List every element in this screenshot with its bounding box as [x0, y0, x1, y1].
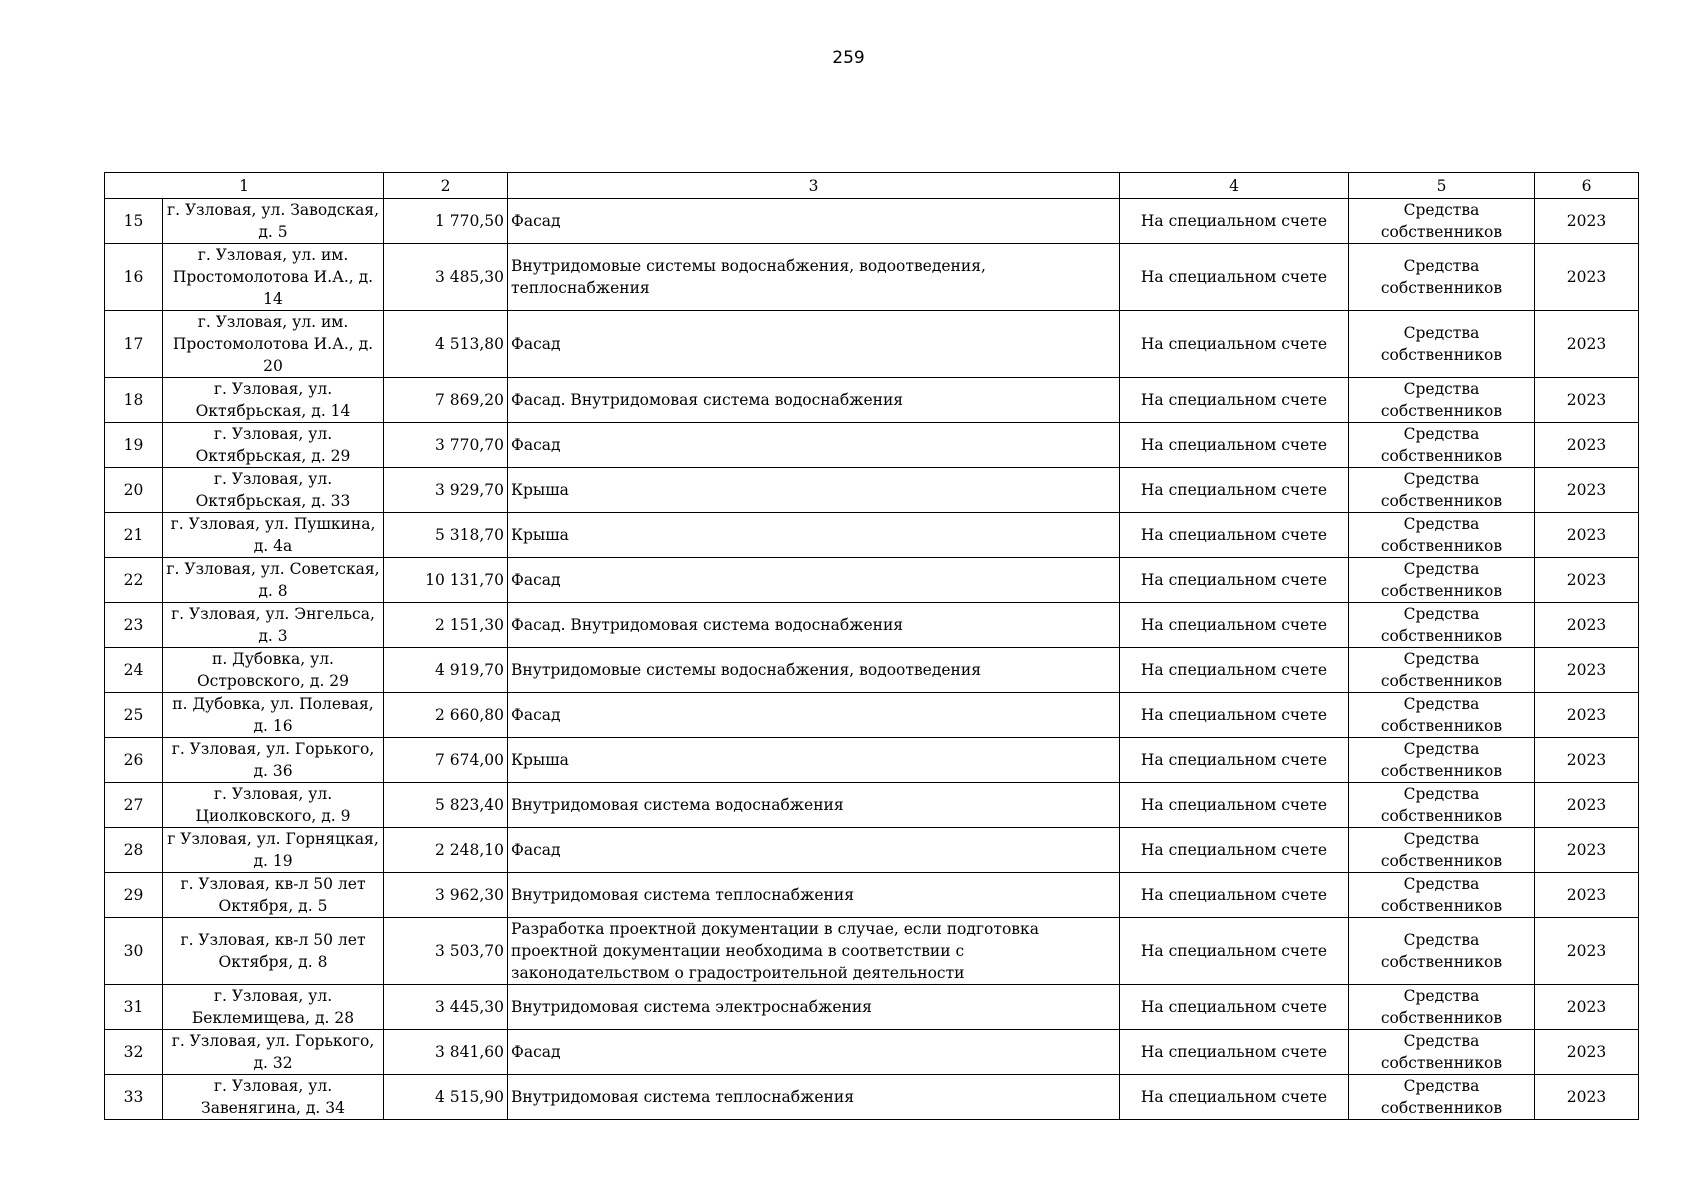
funding-source-cell: Средства собственников: [1349, 873, 1535, 918]
header-col-2: 2: [384, 173, 508, 199]
work-type-cell: Внутридомовые системы водоснабжения, водоотведения, теплоснабжения: [508, 244, 1120, 311]
area-cell: 1 770,50: [384, 199, 508, 244]
account-cell: На специальном счете: [1120, 423, 1349, 468]
address-cell: г. Узловая, ул. Горького, д. 32: [163, 1030, 384, 1075]
area-cell: 3 962,30: [384, 873, 508, 918]
address-cell: г. Узловая, кв-л 50 лет Октября, д. 8: [163, 918, 384, 985]
header-row: [105, 173, 1639, 199]
funding-source-cell: Средства собственников: [1349, 918, 1535, 985]
row-number: 30: [105, 918, 163, 985]
row-number: 25: [105, 693, 163, 738]
row-number: 15: [105, 199, 163, 244]
work-type-cell: Внутридомовая система теплоснабжения: [508, 873, 1120, 918]
area-cell: 4 513,80: [384, 311, 508, 378]
work-type-cell: Фасад: [508, 199, 1120, 244]
row-number: 24: [105, 648, 163, 693]
row-number: 26: [105, 738, 163, 783]
account-cell: На специальном счете: [1120, 513, 1349, 558]
area-cell: 3 929,70: [384, 468, 508, 513]
table-row: [105, 828, 1639, 873]
row-number: 33: [105, 1075, 163, 1120]
row-number: 28: [105, 828, 163, 873]
row-number: 20: [105, 468, 163, 513]
table-row: [105, 783, 1639, 828]
table-row: [105, 199, 1639, 244]
area-cell: 3 503,70: [384, 918, 508, 985]
funding-source-cell: Средства собственников: [1349, 985, 1535, 1030]
table-row: [105, 423, 1639, 468]
table-header: [105, 173, 1639, 199]
year-cell: 2023: [1535, 603, 1639, 648]
work-type-cell: Фасад. Внутридомовая система водоснабжения: [508, 603, 1120, 648]
funding-source-cell: Средства собственников: [1349, 648, 1535, 693]
account-cell: На специальном счете: [1120, 828, 1349, 873]
funding-source-cell: Средства собственников: [1349, 738, 1535, 783]
funding-source-cell: Средства собственников: [1349, 244, 1535, 311]
area-cell: 7 674,00: [384, 738, 508, 783]
year-cell: 2023: [1535, 918, 1639, 985]
funding-source-cell: Средства собственников: [1349, 513, 1535, 558]
address-cell: г. Узловая, ул. Энгельса, д. 3: [163, 603, 384, 648]
table-row: [105, 873, 1639, 918]
account-cell: На специальном счете: [1120, 244, 1349, 311]
row-number: 16: [105, 244, 163, 311]
year-cell: 2023: [1535, 513, 1639, 558]
row-number: 22: [105, 558, 163, 603]
year-cell: 2023: [1535, 783, 1639, 828]
address-cell: п. Дубовка, ул. Полевая, д. 16: [163, 693, 384, 738]
table-row: [105, 648, 1639, 693]
account-cell: На специальном счете: [1120, 468, 1349, 513]
page-number: 259: [832, 48, 865, 68]
table-row: [105, 558, 1639, 603]
funding-source-cell: Средства собственников: [1349, 423, 1535, 468]
account-cell: На специальном счете: [1120, 311, 1349, 378]
funding-source-cell: Средства собственников: [1349, 828, 1535, 873]
table-row: [105, 1075, 1639, 1120]
account-cell: На специальном счете: [1120, 783, 1349, 828]
funding-source-cell: Средства собственников: [1349, 1030, 1535, 1075]
funding-source-cell: Средства собственников: [1349, 558, 1535, 603]
year-cell: 2023: [1535, 199, 1639, 244]
account-cell: На специальном счете: [1120, 918, 1349, 985]
table-row: [105, 468, 1639, 513]
address-cell: г. Узловая, ул. Советская, д. 8: [163, 558, 384, 603]
work-type-cell: Внутридомовые системы водоснабжения, водоотведения: [508, 648, 1120, 693]
address-cell: г. Узловая, ул. Заводская, д. 5: [163, 199, 384, 244]
year-cell: 2023: [1535, 873, 1639, 918]
year-cell: 2023: [1535, 244, 1639, 311]
funding-source-cell: Средства собственников: [1349, 603, 1535, 648]
table-row: [105, 378, 1639, 423]
work-type-cell: Фасад: [508, 311, 1120, 378]
year-cell: 2023: [1535, 648, 1639, 693]
account-cell: На специальном счете: [1120, 738, 1349, 783]
table-row: [105, 603, 1639, 648]
work-type-cell: Внутридомовая система теплоснабжения: [508, 1075, 1120, 1120]
row-number: 32: [105, 1030, 163, 1075]
funding-source-cell: Средства собственников: [1349, 199, 1535, 244]
work-type-cell: Крыша: [508, 738, 1120, 783]
row-number: 31: [105, 985, 163, 1030]
header-col-1: 1: [105, 173, 384, 199]
year-cell: 2023: [1535, 828, 1639, 873]
header-col-3: 3: [508, 173, 1120, 199]
account-cell: На специальном счете: [1120, 873, 1349, 918]
work-type-cell: Фасад: [508, 693, 1120, 738]
year-cell: 2023: [1535, 558, 1639, 603]
year-cell: 2023: [1535, 468, 1639, 513]
row-number: 18: [105, 378, 163, 423]
address-cell: г. Узловая, ул. Пушкина, д. 4а: [163, 513, 384, 558]
account-cell: На специальном счете: [1120, 1030, 1349, 1075]
header-col-4: 4: [1120, 173, 1349, 199]
address-cell: г. Узловая, кв-л 50 лет Октября, д. 5: [163, 873, 384, 918]
table-row: [105, 1030, 1639, 1075]
year-cell: 2023: [1535, 378, 1639, 423]
account-cell: На специальном счете: [1120, 648, 1349, 693]
table-row: [105, 918, 1639, 985]
account-cell: На специальном счете: [1120, 603, 1349, 648]
funding-source-cell: Средства собственников: [1349, 1075, 1535, 1120]
account-cell: На специальном счете: [1120, 985, 1349, 1030]
funding-source-cell: Средства собственников: [1349, 468, 1535, 513]
header-col-6: 6: [1535, 173, 1639, 199]
area-cell: 4 515,90: [384, 1075, 508, 1120]
work-type-cell: Фасад. Внутридомовая система водоснабжения: [508, 378, 1120, 423]
account-cell: На специальном счете: [1120, 693, 1349, 738]
area-cell: 3 770,70: [384, 423, 508, 468]
account-cell: На специальном счете: [1120, 378, 1349, 423]
area-cell: 3 445,30: [384, 985, 508, 1030]
address-cell: п. Дубовка, ул. Островского, д. 29: [163, 648, 384, 693]
table-body: [105, 199, 1639, 1120]
table-row: [105, 693, 1639, 738]
repair-program-table: [104, 172, 1639, 1120]
year-cell: 2023: [1535, 985, 1639, 1030]
table-row: [105, 311, 1639, 378]
row-number: 29: [105, 873, 163, 918]
year-cell: 2023: [1535, 738, 1639, 783]
area-cell: 10 131,70: [384, 558, 508, 603]
work-type-cell: Крыша: [508, 468, 1120, 513]
address-cell: г. Узловая, ул. им. Простомолотова И.А., д. 20: [163, 311, 384, 378]
year-cell: 2023: [1535, 693, 1639, 738]
area-cell: 4 919,70: [384, 648, 508, 693]
address-cell: г Узловая, ул. Горняцкая, д. 19: [163, 828, 384, 873]
address-cell: г. Узловая, ул. им. Простомолотова И.А., д. 14: [163, 244, 384, 311]
table-row: [105, 738, 1639, 783]
row-number: 19: [105, 423, 163, 468]
table-row: [105, 513, 1639, 558]
work-type-cell: Крыша: [508, 513, 1120, 558]
year-cell: 2023: [1535, 1030, 1639, 1075]
account-cell: На специальном счете: [1120, 558, 1349, 603]
work-type-cell: Фасад: [508, 423, 1120, 468]
funding-source-cell: Средства собственников: [1349, 693, 1535, 738]
funding-source-cell: Средства собственников: [1349, 783, 1535, 828]
funding-source-cell: Средства собственников: [1349, 311, 1535, 378]
area-cell: 3 485,30: [384, 244, 508, 311]
row-number: 27: [105, 783, 163, 828]
address-cell: г. Узловая, ул. Беклемищева, д. 28: [163, 985, 384, 1030]
area-cell: 2 660,80: [384, 693, 508, 738]
area-cell: 2 151,30: [384, 603, 508, 648]
address-cell: г. Узловая, ул. Циолковского, д. 9: [163, 783, 384, 828]
address-cell: г. Узловая, ул. Завенягина, д. 34: [163, 1075, 384, 1120]
work-type-cell: Внутридомовая система водоснабжения: [508, 783, 1120, 828]
row-number: 21: [105, 513, 163, 558]
account-cell: На специальном счете: [1120, 1075, 1349, 1120]
area-cell: 2 248,10: [384, 828, 508, 873]
year-cell: 2023: [1535, 1075, 1639, 1120]
row-number: 23: [105, 603, 163, 648]
work-type-cell: Фасад: [508, 828, 1120, 873]
row-number: 17: [105, 311, 163, 378]
work-type-cell: Фасад: [508, 558, 1120, 603]
header-col-5: 5: [1349, 173, 1535, 199]
account-cell: На специальном счете: [1120, 199, 1349, 244]
area-cell: 5 318,70: [384, 513, 508, 558]
area-cell: 3 841,60: [384, 1030, 508, 1075]
work-type-cell: Внутридомовая система электроснабжения: [508, 985, 1120, 1030]
year-cell: 2023: [1535, 311, 1639, 378]
area-cell: 5 823,40: [384, 783, 508, 828]
year-cell: 2023: [1535, 423, 1639, 468]
address-cell: г. Узловая, ул. Горького, д. 36: [163, 738, 384, 783]
address-cell: г. Узловая, ул. Октябрьская, д. 33: [163, 468, 384, 513]
work-type-cell: Разработка проектной документации в случае, если подготовка проектной документации необходима в соответствии с законодательством о градостроительной деятельности: [508, 918, 1120, 985]
funding-source-cell: Средства собственников: [1349, 378, 1535, 423]
table-row: [105, 244, 1639, 311]
address-cell: г. Узловая, ул. Октябрьская, д. 29: [163, 423, 384, 468]
address-cell: г. Узловая, ул. Октябрьская, д. 14: [163, 378, 384, 423]
table-row: [105, 985, 1639, 1030]
work-type-cell: Фасад: [508, 1030, 1120, 1075]
area-cell: 7 869,20: [384, 378, 508, 423]
